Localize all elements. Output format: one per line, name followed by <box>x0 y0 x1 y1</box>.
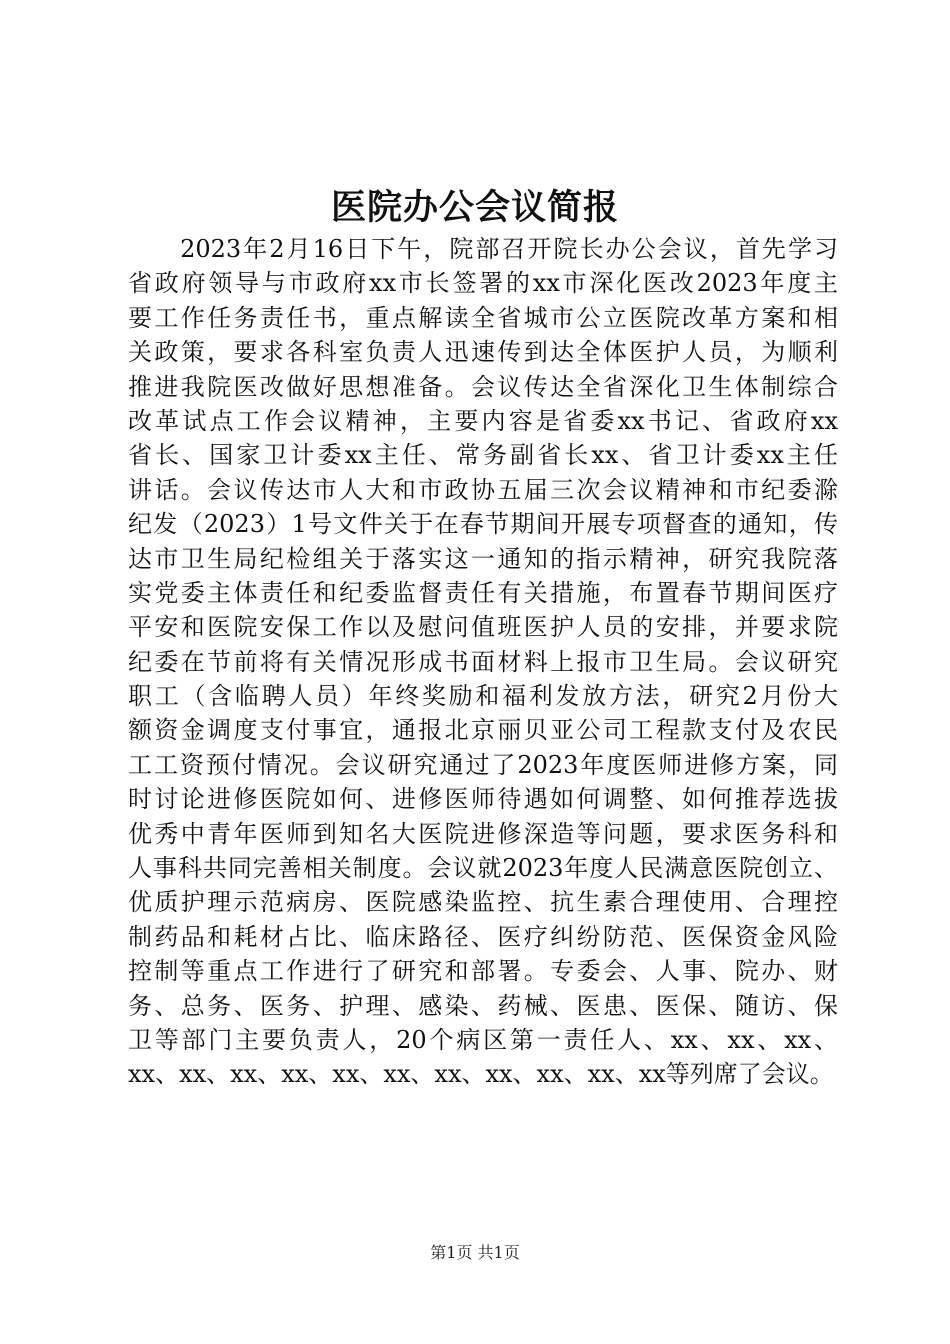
body-line: 职工（含临聘人员）年终奖励和福利发放方法，研究2月份大 <box>128 682 838 711</box>
page-title: 医院办公会议简报 <box>330 187 619 228</box>
page-footer: 第1页 共1页 <box>430 1243 520 1262</box>
body-line: 2023年2月16日下午，院部召开院长办公会议，首先学习 <box>128 235 838 263</box>
body-line: 卫等部门主要负责人，20个病区第一责任人、xx、xx、xx、 <box>128 1025 838 1054</box>
body-line: 控制等重点工作进行了研究和部署。专委会、人事、院办、财 <box>128 957 838 986</box>
body-line: 工工资预付情况。会议研究通过了2023年度医师进修方案，同 <box>128 750 838 779</box>
body-line: 优秀中青年医师到知名大医院进修深造等问题，要求医务科和 <box>128 819 838 848</box>
body-line: 额资金调度支付事宜，通报北京丽贝亚公司工程款支付及农民 <box>128 716 838 745</box>
body-line: 人事科共同完善相关制度。会议就2023年度人民满意医院创立、 <box>128 854 838 883</box>
body-line: 达市卫生局纪检组关于落实这一通知的指示精神，研究我院落 <box>128 544 838 573</box>
body-line: 省长、国家卫计委xx主任、常务副省长xx、省卫计委xx主任 <box>128 441 838 470</box>
body-line: 关政策，要求各科室负责人迅速传到达全体医护人员，为顺利 <box>128 338 838 367</box>
body-line: 省政府领导与市政府xx市长签署的xx市深化医改2023年度主 <box>128 269 838 298</box>
body-line: 讲话。会议传达市人大和市政协五届三次会议精神和市纪委滁 <box>128 475 838 504</box>
body-line: 时讨论进修医院如何、进修医师待遇如何调整、如何推荐选拔 <box>128 785 838 814</box>
body-line: 推进我院医改做好思想准备。会议传达全省深化卫生体制综合 <box>128 372 838 401</box>
document-body <box>128 232 838 1092</box>
body-line: 要工作任务责任书，重点解读全省城市公立医院改革方案和相 <box>128 303 838 332</box>
body-line: 制药品和耗材占比、临床路径、医疗纠纷防范、医保资金风险 <box>128 922 838 951</box>
body-line: 优质护理示范病房、医院感染监控、抗生素合理使用、合理控 <box>128 888 838 917</box>
body-line: 实党委主体责任和纪委监督责任有关措施，布置春节期间医疗 <box>128 578 838 607</box>
body-line: 改革试点工作会议精神，主要内容是省委xx书记、省政府xx <box>128 406 838 435</box>
body-line: 平安和医院安保工作以及慰问值班医护人员的安排，并要求院 <box>128 613 838 642</box>
body-line: 纪委在节前将有关情况形成书面材料上报市卫生局。会议研究 <box>128 647 838 676</box>
body-line: xx、xx、xx、xx、xx、xx、xx、xx、xx、xx、xx等列席了会议。 <box>128 1060 834 1089</box>
body-line: 纪发（2023）1号文件关于在春节期间开展专项督查的通知，传 <box>128 510 838 539</box>
body-line: 务、总务、医务、护理、感染、药械、医患、医保、随访、保 <box>128 991 838 1020</box>
